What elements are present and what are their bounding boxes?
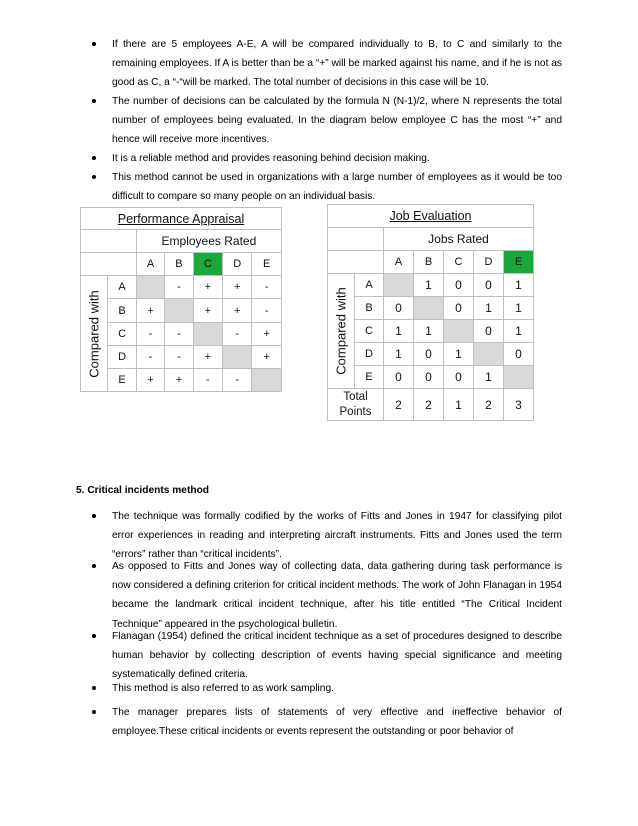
performance-table-header: Employees Rated bbox=[136, 230, 281, 253]
intro-bullet-4: This method cannot be used in organizations with a large number of employees as it would be too difficult to compare so many people on an individual basis. bbox=[112, 172, 562, 203]
intro-bullet-3: It is a reliable method and provides reasoning behind decision making. bbox=[112, 153, 430, 164]
cell: 1 bbox=[504, 297, 534, 320]
total-cell: 1 bbox=[444, 389, 474, 421]
compared-with-label: Compared with bbox=[81, 276, 108, 392]
bullet-dot bbox=[92, 175, 96, 179]
section-bullet-2: As opposed to Fitts and Jones way of collecting data, data gathering during task performance is now considered a defining criterion for critical incident methods. The work of John Flanagan in 1954 became the landmark critical incident technique, after his title entitled “The Critical Incident Technique” appeared in the psychological bulletin. bbox=[112, 561, 562, 630]
cell: 0 bbox=[414, 366, 444, 389]
cell bbox=[504, 366, 534, 389]
cell bbox=[384, 274, 414, 297]
section-bullet-5: The manager prepares lists of statements of very effective and ineffective behavior of employee.These critical incidents or events represent the outstanding or poor behavior of bbox=[112, 707, 562, 738]
total-points-label: Total Points bbox=[328, 389, 384, 421]
column-header: B bbox=[414, 251, 444, 274]
total-cell: 3 bbox=[504, 389, 534, 421]
bullet-dot bbox=[92, 156, 96, 160]
intro-bullet-2: The number of decisions can be calculated by the formula N (N-1)/2, where N represents the total number of employees being evaluated. In the diagram below employee C has the most “+” and hence will receive more incentives. bbox=[112, 96, 562, 146]
cell: + bbox=[136, 368, 164, 391]
column-header: D bbox=[223, 253, 252, 276]
column-header: A bbox=[384, 251, 414, 274]
cell: 0 bbox=[444, 366, 474, 389]
row-label: A bbox=[108, 276, 136, 299]
column-header: A bbox=[136, 253, 164, 276]
total-cell: 2 bbox=[414, 389, 444, 421]
column-header: C bbox=[444, 251, 474, 274]
cell bbox=[252, 368, 282, 391]
cell: - bbox=[252, 276, 282, 299]
cell: 0 bbox=[474, 320, 504, 343]
cell: 0 bbox=[444, 297, 474, 320]
total-cell: 2 bbox=[474, 389, 504, 421]
cell: + bbox=[223, 299, 252, 322]
bullet-dot bbox=[92, 99, 96, 103]
cell bbox=[193, 322, 222, 345]
cell bbox=[414, 297, 444, 320]
column-header: B bbox=[165, 253, 193, 276]
job-table-header: Jobs Rated bbox=[384, 228, 534, 251]
bullet-dot bbox=[92, 710, 96, 714]
bullet-dot bbox=[92, 514, 96, 518]
row-label: C bbox=[355, 320, 384, 343]
cell: - bbox=[165, 276, 193, 299]
cell: + bbox=[136, 299, 164, 322]
cell: 1 bbox=[474, 297, 504, 320]
cell: - bbox=[136, 345, 164, 368]
cell: 0 bbox=[384, 297, 414, 320]
column-header: E bbox=[252, 253, 282, 276]
row-label: B bbox=[108, 299, 136, 322]
cell: + bbox=[193, 299, 222, 322]
bullet-dot bbox=[92, 564, 96, 568]
cell: 0 bbox=[444, 274, 474, 297]
cell: + bbox=[223, 276, 252, 299]
intro-bullet-1: If there are 5 employees A-E, A will be compared individually to B, to C and similarly to the remaining employees. If A is better than be a “+” will be marked against his name, and if he is not as good as C, a “-“will be marked. The total number of decisions in this case will be 10. bbox=[112, 39, 562, 89]
cell bbox=[136, 276, 164, 299]
cell: - bbox=[223, 322, 252, 345]
bullet-dot bbox=[92, 686, 96, 690]
cell: 1 bbox=[504, 274, 534, 297]
cell: 1 bbox=[414, 274, 444, 297]
cell: + bbox=[193, 276, 222, 299]
cell bbox=[223, 345, 252, 368]
cell bbox=[444, 320, 474, 343]
column-header: D bbox=[474, 251, 504, 274]
cell: - bbox=[165, 345, 193, 368]
cell: 1 bbox=[504, 320, 534, 343]
cell: - bbox=[252, 299, 282, 322]
cell: - bbox=[165, 322, 193, 345]
cell: - bbox=[136, 322, 164, 345]
row-label: E bbox=[355, 366, 384, 389]
cell: 0 bbox=[414, 343, 444, 366]
cell bbox=[165, 299, 193, 322]
row-label: A bbox=[355, 274, 384, 297]
column-header-highlighted: E bbox=[504, 251, 534, 274]
cell: 0 bbox=[384, 366, 414, 389]
cell: 1 bbox=[474, 366, 504, 389]
row-label: D bbox=[108, 345, 136, 368]
row-label: C bbox=[108, 322, 136, 345]
row-label: B bbox=[355, 297, 384, 320]
bullet-dot bbox=[92, 634, 96, 638]
cell: + bbox=[165, 368, 193, 391]
cell: - bbox=[223, 368, 252, 391]
cell: 1 bbox=[384, 343, 414, 366]
cell: 0 bbox=[504, 343, 534, 366]
section-bullet-3: Flanagan (1954) defined the critical incident technique as a set of procedures designed to describe human behavior by collecting description of events having special significance and meeting systematically defined criteria. bbox=[112, 631, 562, 681]
cell: 1 bbox=[444, 343, 474, 366]
job-evaluation-table bbox=[327, 204, 534, 421]
row-label: E bbox=[108, 368, 136, 391]
performance-table-title: Performance Appraisal bbox=[81, 208, 282, 230]
cell: + bbox=[252, 322, 282, 345]
section-heading: 5. Critical incidents method bbox=[76, 485, 210, 496]
cell: 1 bbox=[384, 320, 414, 343]
section-bullet-4: This method is also referred to as work sampling. bbox=[112, 683, 334, 694]
cell: - bbox=[193, 368, 222, 391]
cell: + bbox=[252, 345, 282, 368]
bullet-dot bbox=[92, 42, 96, 46]
job-table-title: Job Evaluation bbox=[328, 205, 534, 228]
total-cell: 2 bbox=[384, 389, 414, 421]
column-header-highlighted: C bbox=[193, 253, 222, 276]
cell: + bbox=[193, 345, 222, 368]
compared-with-label: Compared with bbox=[328, 274, 355, 389]
row-label: D bbox=[355, 343, 384, 366]
section-bullet-1: The technique was formally codified by the works of Fitts and Jones in 1947 for classifying pilot error experiences in reading and interpreting aircraft instruments. Fitts and Jones used the term “errors” rather than “critical incidents”. bbox=[112, 511, 562, 561]
cell: 0 bbox=[474, 274, 504, 297]
cell bbox=[474, 343, 504, 366]
cell: 1 bbox=[414, 320, 444, 343]
performance-appraisal-table bbox=[80, 207, 282, 392]
